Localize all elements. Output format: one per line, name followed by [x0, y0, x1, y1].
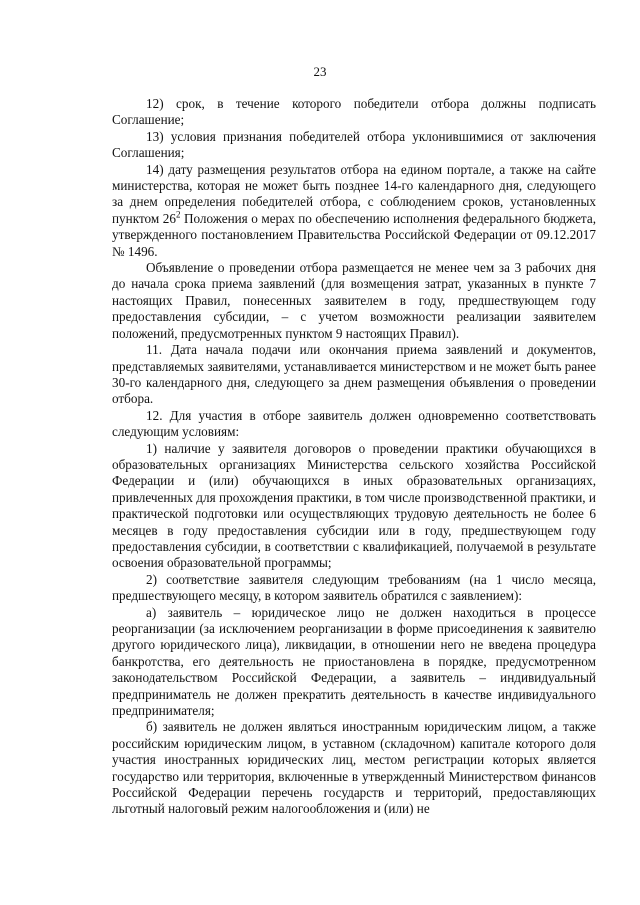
paragraph-clause-12: 12. Для участия в отборе заявитель должен одновременно соответствовать следующим условиям:: [112, 407, 596, 440]
paragraph-text: 14) дату размещения результатов отбора на едином портале, а также на сайте министерства, которая не может быть позднее 14-го календарного дня, следующего за днем определения победителей отбора, с соблюдением сроков, установленных пунктом 26: [112, 161, 596, 226]
document-body: [112, 96, 596, 818]
page-number: 23: [313, 64, 327, 79]
paragraph-requirement-a: а) заявитель – юридическое лицо не должен находиться в процессе реорганизации (за исключением реорганизации в форме присоединения к заявителю другого юридического лица), ликвидации, в отношении него не введена процедура банкротства, его деятельность не приостановлена в порядке, предусмотренном законодательством Российской Федерации, а заявитель – индивидуальный предприниматель не должен прекратить деятельность в качестве индивидуального предпринимателя;: [112, 604, 596, 719]
paragraph-item-14: [112, 162, 596, 260]
paragraph-text: Положения о мерах по обеспечению исполнения федерального бюджета, утвержденного постановлением Правительства Российской Федерации от 09.12.2017 № 1496.: [112, 210, 596, 259]
paragraph-announcement: Объявление о проведении отбора размещается не менее чем за 3 рабочих дня до начала срока приема заявлений (для возмещения затрат, указанных в пункте 7 настоящих Правил, понесенных заявителем в году, предшествующем году предоставления субсидии, – с учетом возможности реализации заявителем положений, предусмотренных пунктом 9 настоящих Правил).: [112, 260, 596, 341]
superscript: 2: [175, 209, 181, 220]
paragraph-condition-2: 2) соответствие заявителя следующим требованиям (на 1 число месяца, предшествующего месяцу, в котором заявитель обратился с заявлением):: [112, 571, 596, 604]
paragraph-requirement-b: б) заявитель не должен являться иностранным юридическим лицом, а также российским юридическим лицом, в уставном (складочном) капитале которого доля участия иностранных юридических лиц, местом регистрации которых является государство или территория, включенные в утвержденный Министерством финансов Российской Федерации перечень государств и территорий, предоставляющих льготный налоговый режим налогообложения и (или) не: [112, 719, 596, 817]
paragraph-condition-1: 1) наличие у заявителя договоров о проведении практики обучающихся в образовательных организациях Министерства сельского хозяйства Российской Федерации и (или) обучающихся в иных образовательных организациях, привлеченных для прохождения практики, в том числе производственной практики, и практической подготовки или осуществляющих трудовую деятельность не более 6 месяцев в году предоставления субсидии или в году, предшествующем году предоставления субсидии, в соответствии с квалификацией, получаемой в результате освоения образовательной программы;: [112, 440, 596, 571]
paragraph-item-13: 13) условия признания победителей отбора уклонившимися от заключения Соглашения;: [112, 128, 596, 161]
paragraph-item-12: 12) срок, в течение которого победители отбора должны подписать Соглашение;: [112, 96, 596, 128]
paragraph-clause-11: 11. Дата начала подачи или окончания приема заявлений и документов, представляемых заявителями, устанавливается министерством и не может быть ранее 30-го календарного дня, следующего за днем размещения объявления о проведении отбора.: [112, 342, 596, 407]
